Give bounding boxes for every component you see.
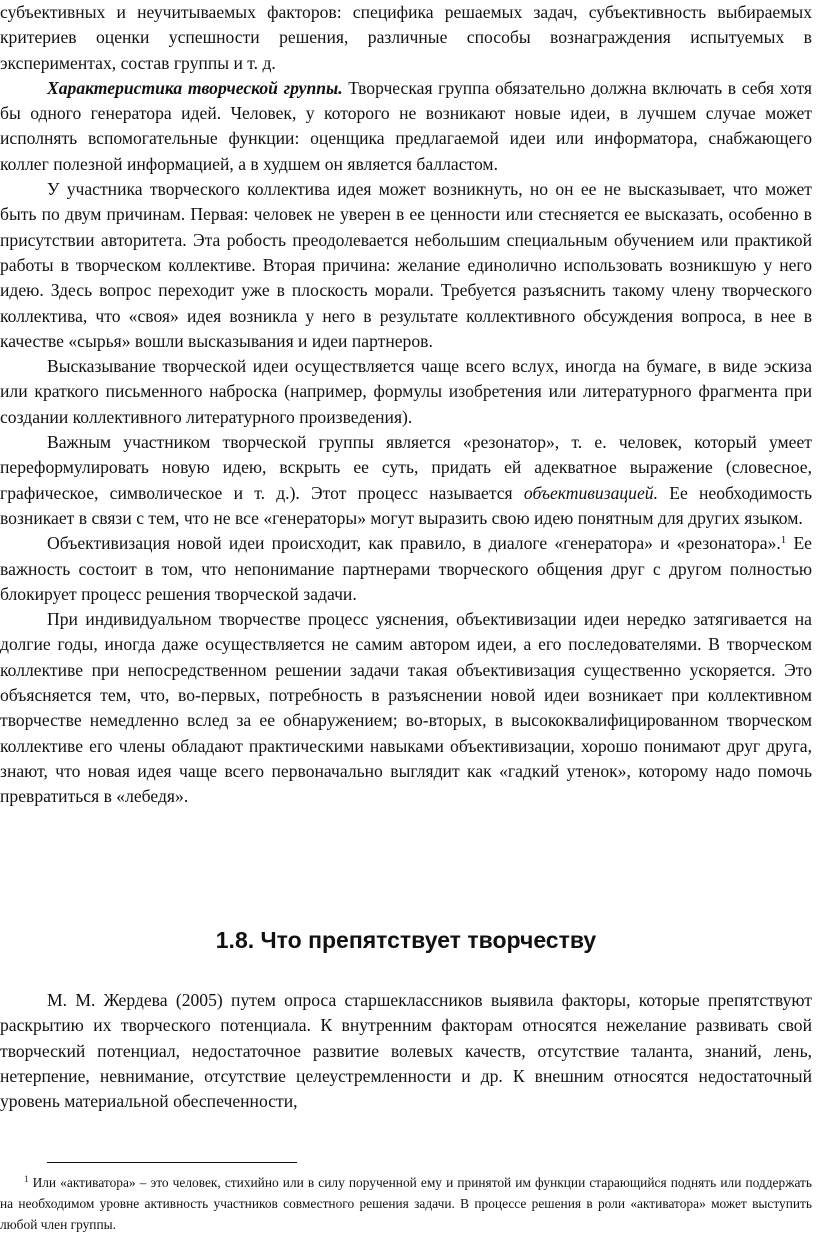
footnote-text (0, 1172, 812, 1235)
paragraph-objectivization (0, 531, 812, 607)
paragraph-individual-creativity: При индивидуальном творчестве процесс уяснения, объективизации идеи нередко затягивается на долгие годы, иногда даже осуществляется не самим автором идеи, а его последователями. В творческом коллективе при непосредственном решении задачи такая объективизация существенно ускоряется. Это объясняется тем, что, во-первых, потребность в разъяснении новой идеи возникает при коллективном творчестве немедленно вслед за ее обнаружением; во-вторых, в высококвалифицированном творческом коллективе его члены обладают практическими навыками объективизации, хорошо понимают друг друга, знают, что новая идея чаще всего первоначально выглядит как «гадкий утенок», которому надо помочь превратиться в «лебедя». (0, 609, 812, 807)
footnote-separator (47, 1162, 297, 1163)
paragraph-creative-group (0, 76, 812, 177)
paragraph-continuation: субъективных и неучитываемых факторов: специфика решаемых задач, субъективность выбираемых критериев оценки успешности решения, различные способы вознаграждения испытуемых в экспериментах, состав группы и т. д. (0, 2, 812, 73)
paragraph-idea-withholding: У участника творческого коллектива идея может возникнуть, но он ее не высказывает, что может быть по двум причинам. Первая: человек не уверен в ее ценности или стесняется ее высказать, особенно в присутствии авторитета. Эта робость преодолевается небольшим специальным обучением или практикой работы в творческом коллективе. Вторая причина: желание единолично использовать возникшую у него идею. Здесь вопрос переходит уже в плоскость морали. Требуется разъяснить такому члену творческого коллектива, что «своя» идея возникла у него в результате коллективного обсуждения вопроса, в нее в качестве «сырья» вошли высказывания и идеи партнеров. (0, 179, 812, 351)
footnote-body: Или «активатора» – это человек, стихийно или в силу порученной ему и принятой им функции старающийся поднять или поддержать на необходимом уровне активность участников совместного решения задачи. В процессе решения в роли «активатора» может выступить любой член группы. (0, 1175, 812, 1232)
paragraph-text: Важным участником творческой группы является «резонатор», т. е. человек, который умеет переформулировать новую идею, вскрыть ее суть, придать ей адекватное выражение (словесное, графическое, символическое и т. д.). Этот процесс называется (0, 432, 812, 503)
paragraph-text: Ее важность состоит в том, что непонимание партнерами творческого общения друг с другом полностью блокирует процесс решения творческой задачи. (0, 533, 812, 604)
paragraph-text: Объективизация новой идеи происходит, как правило, в диалоге «генератора» и «резонатора». (47, 533, 781, 554)
section-heading: 1.8. Что препятствует творчеству (215, 927, 597, 953)
paragraph-idea-expression: Высказывание творческой идеи осуществляется чаще всего вслух, иногда на бумаге, в виде эскиза или краткого письменного наброска (например, формулы изобретения или литературного фрагмента при создании коллективного литературного произведения). (0, 356, 812, 427)
section-body (0, 988, 812, 1114)
paragraph-resonator (0, 430, 812, 531)
emphasized-term: объективизацией. (523, 482, 658, 503)
paragraph-run-in-heading: Характеристика творческой группы. (47, 77, 343, 98)
paragraph-text: Творческая группа обязательно должна включать в себя хотя бы одного генератора идей. Человек, у которого не возникают новые идеи, в лучшем случае может исполнять вспомогательные функции: оценщика предлагаемой идеи или информатора, снабжающего коллег полезной информацией, а в худшем он является балластом. (0, 77, 812, 174)
footnote-marker: 1 (24, 1174, 29, 1185)
footnote (0, 1172, 812, 1235)
footnote-reference: 1 (780, 534, 787, 547)
paragraph-text: Ее необходимость возникает в связи с тем, что не все «генераторы» могут выразить свою идею понятным для других языком. (0, 482, 812, 528)
paragraph-zherdeva: М. М. Жердева (2005) путем опроса старшеклассников выявила факторы, которые препятствуют раскрытию их творческого потенциала. К внутренним факторам относятся нежелание развивать свой творческий потенциал, недостаточное развитие волевых качеств, отсутствие таланта, знаний, лень, нетерпение, невнимание, отсутствие целеустремленности и др. К внешним относятся недостаточный уровень материальной обеспеченности, (0, 990, 812, 1112)
